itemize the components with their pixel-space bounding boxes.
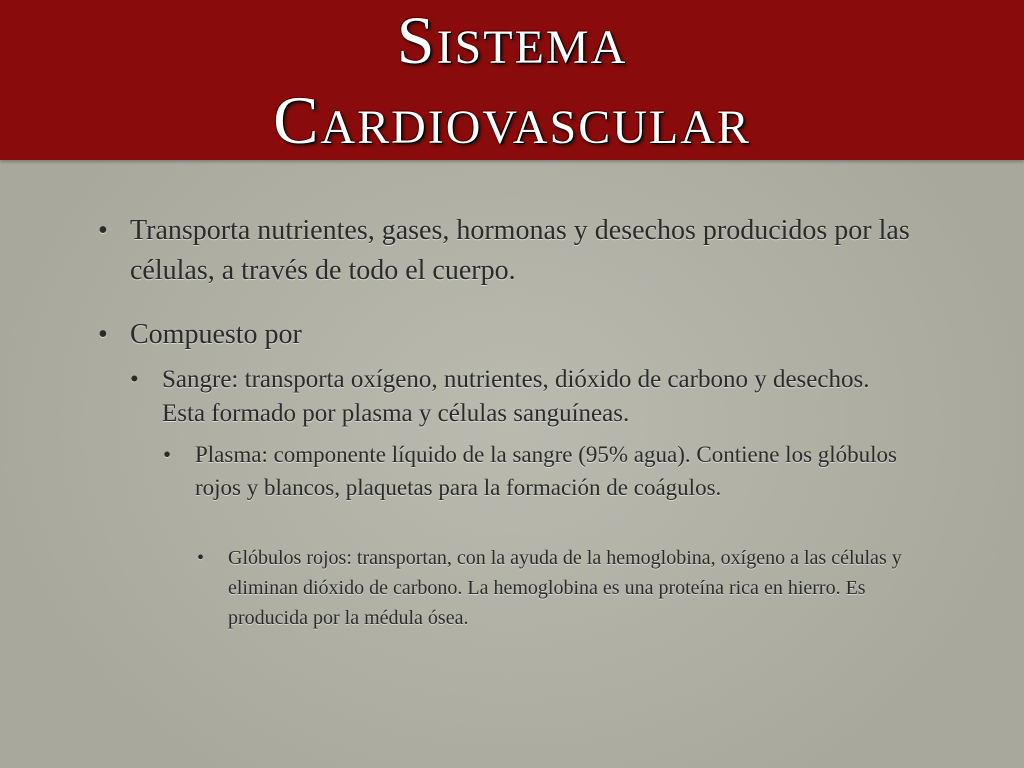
- bullet-sangre: [130, 363, 910, 431]
- bullet-globulos-rojos: [197, 543, 917, 633]
- bullet-text: Compuesto por: [130, 319, 302, 350]
- slide-title-line-2: Cardiovascular: [273, 82, 751, 158]
- bullet-dot-icon: •: [163, 442, 172, 467]
- bullet-text: Sangre: transporta oxígeno, nutrientes, dióxido de carbono y desechos. Esta formado por plasma y células sanguíneas.: [162, 366, 870, 427]
- bullet-dot-icon: •: [197, 547, 205, 569]
- slide-title-line-1: Sistema: [396, 2, 628, 78]
- bullet-text: Plasma: componente líquido de la sangre (95% agua). Contiene los glóbulos rojos y blancos, plaquetas para la formación de coágulos.: [195, 442, 897, 500]
- bullet-dot-icon: •: [98, 215, 108, 246]
- bullet-plasma: [163, 438, 933, 504]
- bullet-transporta: [98, 211, 918, 291]
- bullet-dot-icon: •: [130, 366, 139, 393]
- title-bar: [0, 0, 1024, 160]
- bullet-text: Glóbulos rojos: transportan, con la ayuda de la hemoglobina, oxígeno a las células y eliminan dióxido de carbono. La hemoglobina es una proteína rica en hierro. Es producida por la médula ósea.: [228, 547, 902, 629]
- bullet-dot-icon: •: [98, 319, 108, 350]
- bullet-compuesto-por: [98, 315, 918, 355]
- bullet-text: Transporta nutrientes, gases, hormonas y desechos producidos por las células, a través de todo el cuerpo.: [130, 215, 910, 286]
